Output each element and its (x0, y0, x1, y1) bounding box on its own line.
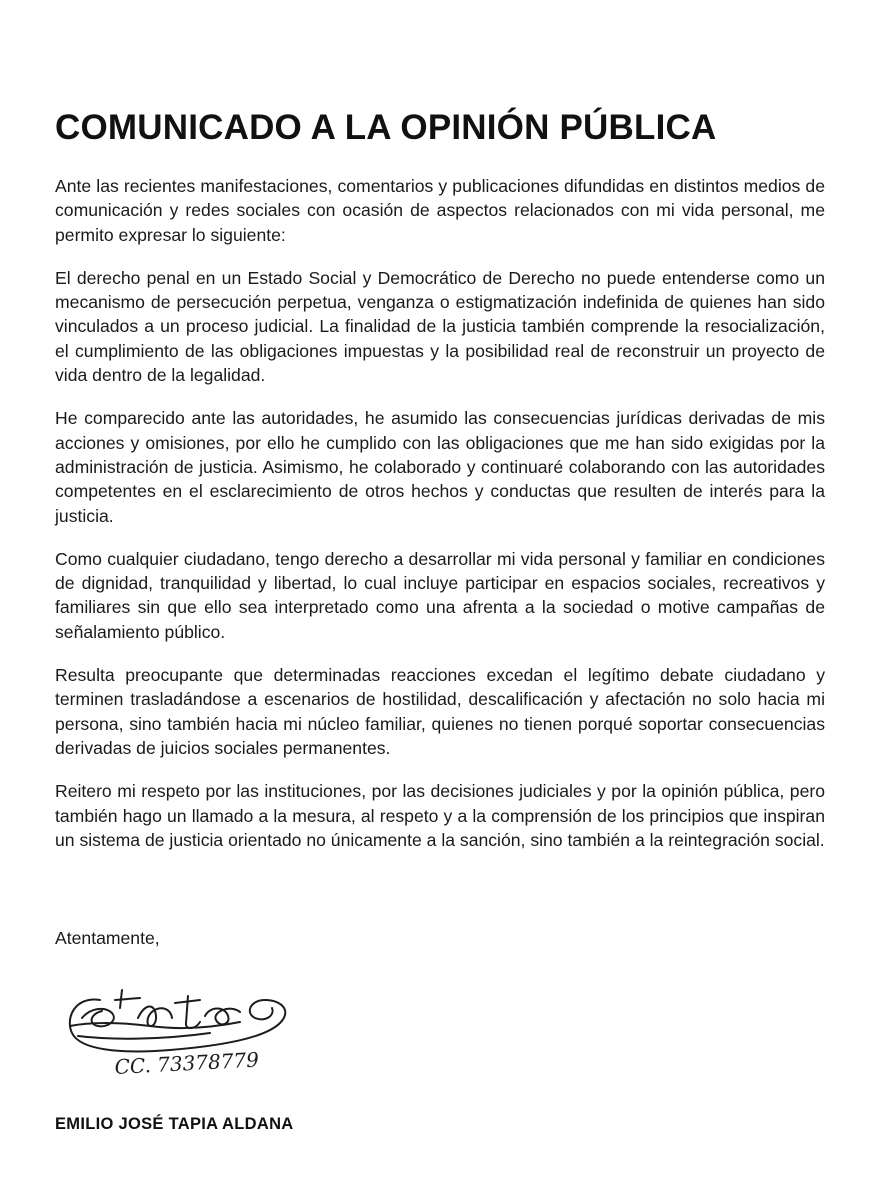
paragraph-1: Ante las recientes manifestaciones, comentarios y publicaciones difundidas en distintos medios de comunicación y redes sociales con ocasión de aspectos relacionados con mi vida personal, me permito expresar lo siguiente: (55, 176, 825, 245)
paragraph-5: Resulta preocupante que determinadas reacciones excedan el legítimo debate ciudadano y terminen trasladándose a escenarios de hostilidad, descalificación y afectación no solo hacia mi persona, sino también hacia mi núcleo familiar, quienes no tienen porqué soportar consecuencias derivadas de juicios sociales permanentes. (55, 665, 825, 758)
paragraph-6: Reitero mi respeto por las instituciones, por las decisiones judiciales y por la opinión pública, pero también hago un llamado a la mesura, al respeto y a la comprensión de los principios que inspiran un sistema de justicia orientado no únicamente a la sanción, sino también a la reintegración social. (55, 781, 825, 850)
closing-salutation: Atentamente, (55, 928, 160, 948)
paragraph-3: He comparecido ante las autoridades, he asumido las consecuencias jurídicas derivadas de mis acciones y omisiones, por ello he cumplido con las obligaciones que me han sido exigidas por la administración de justicia. Asimismo, he colaborado y continuaré colaborando con las autoridades competentes en el esclarecimiento de otros hechos y conductas que resulten de interés para la justicia. (55, 408, 825, 526)
handwritten-signature (60, 978, 300, 1088)
paragraph-4: Como cualquier ciudadano, tengo derecho a desarrollar mi vida personal y familiar en condiciones de dignidad, tranquilidad y libertad, lo cual incluye participar en espacios sociales, recreativos y familiares sin que ello sea interpretado como una afrenta a la sociedad o motive campañas de señalamiento público. (55, 548, 825, 642)
document-body (55, 174, 825, 871)
signer-name: EMILIO JOSÉ TAPIA ALDANA (55, 1115, 294, 1133)
document-title: COMUNICADO A LA OPINIÓN PÚBLICA (55, 108, 717, 147)
paragraph-2: El derecho penal en un Estado Social y Democrático de Derecho no puede entenderse como un mecanismo de persecución perpetua, venganza o estigmatización indefinida de quienes han sido vinculados a un proceso judicial. La finalidad de la justicia también comprende la resocialización, el cumplimiento de las obligaciones impuestas y la posibilidad real de reconstruir un proyecto de vida dentro de la legalidad. (55, 267, 825, 386)
signature-id-number: CC. 73378779 (114, 1047, 260, 1079)
